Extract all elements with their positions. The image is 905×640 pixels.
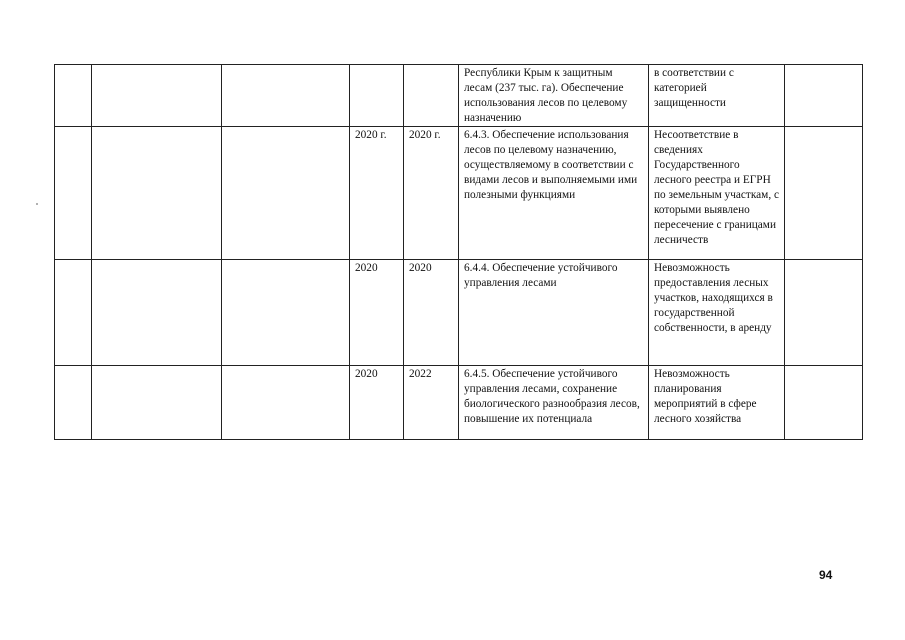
table-row: [55, 260, 863, 366]
table-cell-measure: 6.4.3. Обеспечение использования лесов по целевому назначению, осуществляемому в соответствии с видами лесов и выполняемыми ими полезными функциями: [459, 127, 649, 260]
table-cell-note: [785, 260, 863, 366]
table-cell-index: [55, 366, 92, 440]
scan-speck: [36, 203, 38, 205]
page-number: 94: [819, 568, 833, 582]
table-cell-problem: Невозможность предоставления лесных участков, находящихся в государственной собственности, в аренду: [649, 260, 785, 366]
table-cell-index: [55, 260, 92, 366]
table-cell-goal: [92, 366, 222, 440]
table-cell-goal: [92, 127, 222, 260]
table-row: [55, 65, 863, 127]
table-cell-measure: 6.4.4. Обеспечение устойчивого управления лесами: [459, 260, 649, 366]
table-cell-task: [222, 127, 350, 260]
table-cell-task: [222, 65, 350, 127]
table-cell-index: [55, 127, 92, 260]
table-cell-measure: Республики Крым к защитным лесам (237 тыс. га). Обеспечение использования лесов по целевому назначению: [459, 65, 649, 127]
table-cell-end-year: 2020: [404, 260, 459, 366]
table-cell-start-year: [350, 65, 404, 127]
table-cell-task: [222, 366, 350, 440]
measures-table: [54, 64, 863, 440]
table-cell-task: [222, 260, 350, 366]
table-cell-note: [785, 127, 863, 260]
table-cell-problem: Невозможность планирования мероприятий в сфере лесного хозяйства: [649, 366, 785, 440]
table-cell-index: [55, 65, 92, 127]
table-cell-goal: [92, 260, 222, 366]
table-cell-measure: 6.4.5. Обеспечение устойчивого управления лесами, сохранение биологического разнообразия лесов, повышение их потенциала: [459, 366, 649, 440]
table-cell-start-year: 2020 г.: [350, 127, 404, 260]
table-row: [55, 127, 863, 260]
table-cell-end-year: [404, 65, 459, 127]
table-cell-start-year: 2020: [350, 260, 404, 366]
table-row: [55, 366, 863, 440]
table-cell-note: [785, 65, 863, 127]
table-cell-start-year: 2020: [350, 366, 404, 440]
table-cell-note: [785, 366, 863, 440]
table-cell-end-year: 2022: [404, 366, 459, 440]
table-cell-problem: Несоответствие в сведениях Государственного лесного реестра и ЕГРН по земельным участкам, с которыми выявлено пересечение с границами лесничеств: [649, 127, 785, 260]
table-cell-problem: в соответствии с категорией защищенности: [649, 65, 785, 127]
table-cell-goal: [92, 65, 222, 127]
table-cell-end-year: 2020 г.: [404, 127, 459, 260]
